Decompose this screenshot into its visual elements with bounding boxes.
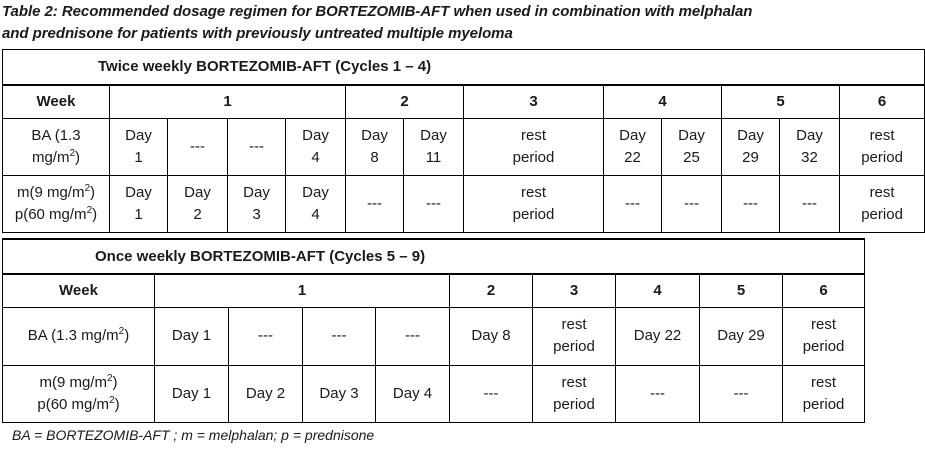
week-6-header: 6 (783, 274, 865, 307)
table-cell (840, 119, 925, 176)
table-cell (662, 119, 722, 176)
table-cell (229, 365, 303, 422)
table-cell (376, 365, 450, 422)
cell-line: Day 4 (392, 384, 433, 402)
table-cell (404, 176, 464, 233)
cell-line: period (861, 206, 903, 223)
table-cell (110, 176, 168, 233)
once-weekly-title: Once weekly BORTEZOMIB-AFT (Cycles 5 – 9) (3, 239, 865, 274)
cell-line: 3 (252, 206, 261, 223)
table-row (3, 307, 865, 365)
cell-line: 8 (370, 149, 379, 166)
row-label-line: BA (1.3 (31, 127, 81, 144)
row-label-line: m(9 $mg/m^2$) (39, 372, 118, 391)
table-cell (376, 307, 450, 365)
row-label-line: p(60 $mg/m^2$) (37, 394, 120, 413)
row-label-ba (3, 119, 110, 176)
cell-line: period (512, 149, 555, 166)
table-cell (155, 307, 229, 365)
cell-line: period (553, 395, 595, 413)
week-5-header: 5 (722, 85, 840, 119)
table-cell (783, 307, 865, 365)
cell-line: --- (743, 195, 758, 212)
table-cell (168, 176, 228, 233)
cell-line: --- (249, 138, 264, 155)
table-cell (110, 119, 168, 176)
cell-line: --- (405, 327, 420, 344)
table-cell (303, 365, 376, 422)
cell-line: 11 (425, 149, 442, 166)
table-cell (229, 307, 303, 365)
cell-line: Day (125, 184, 152, 201)
week-4-header: 4 (616, 274, 700, 307)
cell-line: rest (561, 373, 587, 391)
cell-line: 4 (311, 206, 320, 223)
row-label-mp (3, 176, 110, 233)
twice-weekly-table (2, 49, 925, 233)
cell-line: 4 (311, 149, 320, 166)
table-cell (228, 176, 286, 233)
table-cell (604, 176, 662, 233)
cell-line: rest (561, 316, 587, 333)
cell-line: rest (520, 127, 546, 144)
cell-line: 1 (134, 149, 143, 166)
week-header-label: Week (3, 274, 155, 307)
table-cell (700, 307, 783, 365)
cell-line: period (861, 149, 903, 166)
week-5-header: 5 (700, 274, 783, 307)
cell-line: --- (483, 384, 499, 402)
week-6-header: 6 (840, 85, 925, 119)
table-cell (228, 119, 286, 176)
table-cell (464, 119, 604, 176)
cell-line: --- (650, 384, 665, 402)
table-row (3, 176, 925, 233)
table-cell (722, 176, 780, 233)
table-cell (450, 307, 533, 365)
footnote: BA = BORTEZOMIB-AFT ; m = melphalan; p = prednisone (12, 427, 375, 443)
cell-line: --- (331, 327, 347, 344)
cell-line: period (802, 395, 845, 413)
cell-line: Day (302, 184, 329, 201)
table-cell (700, 365, 783, 422)
cell-line: Day 8 (471, 327, 511, 344)
cell-line: Day 1 (171, 327, 212, 344)
table-cell (286, 176, 346, 233)
row-label-mp (3, 365, 155, 422)
twice-weekly-header-row (3, 85, 925, 119)
cell-line: rest (869, 184, 895, 201)
week-4-header: 4 (604, 85, 722, 119)
cell-line: Day (125, 127, 152, 144)
cell-line: Day 1 (171, 384, 212, 402)
table-caption (2, 1, 864, 45)
cell-line: Day (420, 127, 447, 144)
cell-line: period (553, 338, 595, 355)
table-cell (840, 176, 925, 233)
cell-line: Day 2 (245, 384, 286, 402)
row-label-line: $mg/m^2$) (31, 148, 81, 166)
cell-line: --- (258, 327, 273, 344)
table-row (3, 365, 865, 422)
week-2-header: 2 (450, 274, 533, 307)
cell-line: rest (520, 184, 546, 201)
cell-line: Day (737, 127, 764, 144)
week-1-header: 1 (110, 85, 346, 119)
row-label-line: BA (1.3 $mg/m^2$) (27, 326, 130, 344)
cell-line: rest (869, 127, 895, 144)
cell-line: Day (361, 127, 388, 144)
table-cell (780, 176, 840, 233)
cell-line: Day 3 (319, 384, 359, 402)
table-cell (662, 176, 722, 233)
cell-line: rest (811, 316, 837, 333)
table-cell (616, 307, 700, 365)
cell-line: Day (796, 127, 823, 144)
cell-line: Day (678, 127, 705, 144)
table-cell (533, 307, 616, 365)
table-cell (303, 307, 376, 365)
week-header-label: Week (3, 85, 110, 119)
cell-line: rest (811, 373, 837, 391)
cell-line: period (512, 206, 555, 223)
table-cell (155, 365, 229, 422)
cell-line: --- (426, 195, 441, 212)
twice-weekly-title: Twice weekly BORTEZOMIB-AFT (Cycles 1 – 4) (3, 50, 925, 85)
table-cell (450, 365, 533, 422)
cell-line: 1 (134, 206, 143, 223)
cell-line: --- (190, 138, 205, 155)
table-cell (404, 119, 464, 176)
table-cell (168, 119, 228, 176)
cell-line: Day (619, 127, 646, 144)
table-cell (783, 365, 865, 422)
cell-line: Day 22 (633, 327, 682, 344)
week-1-header: 1 (155, 274, 450, 307)
table-cell (533, 365, 616, 422)
cell-line: 25 (683, 149, 700, 166)
cell-line: Day 29 (717, 327, 765, 344)
table-cell (722, 119, 780, 176)
table-cell (346, 119, 404, 176)
cell-line: 22 (624, 149, 641, 166)
table-cell (464, 176, 604, 233)
table-cell (286, 119, 346, 176)
week-3-header: 3 (533, 274, 616, 307)
week-2-header: 2 (346, 85, 464, 119)
once-weekly-header-row (3, 274, 865, 307)
cell-line: --- (802, 195, 817, 212)
cell-line: --- (367, 195, 382, 212)
row-label-line: m(9 $mg/m^2$) (16, 183, 96, 201)
cell-line: 29 (742, 149, 759, 166)
caption-line-1: Table 2: Recommended dosage regimen for BORTEZOMIB-AFT when used in combination with melphalan (2, 3, 753, 20)
once-weekly-table (2, 238, 865, 423)
cell-line: 2 (193, 206, 202, 223)
table-cell (604, 119, 662, 176)
cell-line: Day (243, 184, 270, 201)
week-3-header: 3 (464, 85, 604, 119)
table-cell (616, 365, 700, 422)
table-cell (346, 176, 404, 233)
cell-line: Day (184, 184, 211, 201)
cell-line: Day (302, 127, 329, 144)
cell-line: 32 (801, 149, 818, 166)
table-cell (780, 119, 840, 176)
table-row (3, 119, 925, 176)
caption-line-2: and prednisone for patients with previously untreated multiple myeloma (2, 25, 513, 42)
cell-line: period (802, 338, 845, 355)
row-label-line: p(60 $mg/m^2$) (14, 205, 98, 223)
cell-line: --- (625, 195, 640, 212)
cell-line: --- (684, 195, 699, 212)
row-label-ba (3, 307, 155, 365)
cell-line: --- (733, 384, 749, 402)
